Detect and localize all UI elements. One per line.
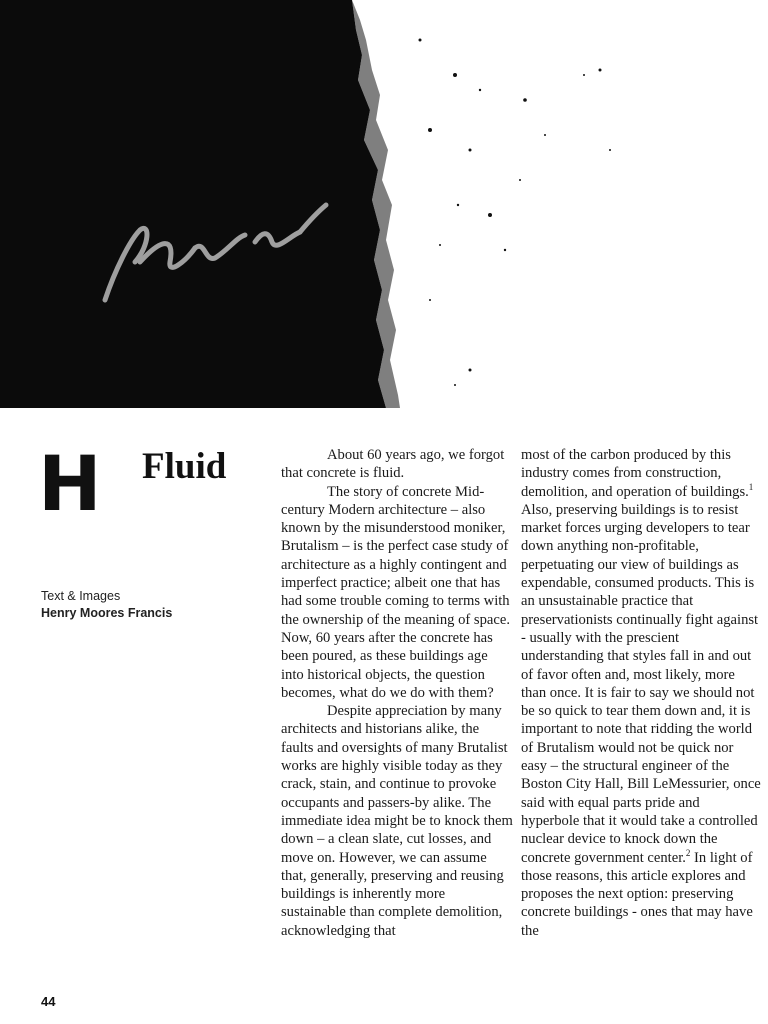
paragraph-text: Also, preserving buildings is to resist market forces urging developers to tear down anything non-profitable, perpetuating our view of buildings as expendable, consumed products. This is an unsustainable practice that preservationists continually fight against - usually with the prescient understanding that styles fall in and out of favor often and, most likely, more than once. It is fair to say we should not be so quick to tear them down and, it is important to note that ridding the world of Brutalism would not be quick nor easy – the structural engineer of the Boston City Hall, Bill LeMessurier, once said with equal parts pride and hyperbole that it would take a controlled nuclear device to knock down the concrete government center. — [521, 501, 761, 866]
body-column-2 — [521, 446, 761, 940]
footnote-marker: 1 — [748, 481, 754, 492]
body-column-1 — [281, 446, 513, 940]
credit-block — [41, 588, 172, 622]
paragraph: About 60 years ago, we forgot that concrete is fluid. — [281, 447, 505, 482]
paragraph: The story of concrete Mid-century Modern architecture – also known by the misunderstood moniker, Brutalism – is the perfect case study of architecture as a highly contingent and imperfect practice; albeit one that has had some trouble coming to terms with the ownership of the meaning of space. Now, 60 years after the concrete has been poured, as these buildings age into historical objects, the question becomes, what do we do with them? — [281, 483, 510, 701]
paragraph: Despite appreciation by many architects and historians alike, the faults and oversights of many Brutalist works are highly visible today as they crack, stain, and continue to provoke occupants and passers-by alike. The immediate idea might be to knock them down – a clean slate, cut losses, and move on. However, we can assume that, generally, preserving and reusing buildings is inherently more sustainable than complete demolition, acknowledging that — [281, 703, 513, 939]
paragraph-text: In light of those reasons, this article explores and proposes the next option: preserving concrete buildings - ones that may have the — [521, 849, 753, 939]
page-number: 44 — [41, 994, 56, 1009]
article-title: Fluid — [142, 446, 227, 487]
paragraph — [521, 446, 761, 940]
credit-role: Text & Images — [41, 589, 121, 603]
credit-author: Henry Moores Francis — [41, 606, 173, 620]
paragraph-text: most of the carbon produced by this industry comes from construction, demolition, and operation of buildings. — [521, 447, 749, 500]
footnote-marker: 2 — [685, 847, 691, 858]
concrete-texture-photo — [0, 0, 768, 408]
hero-image — [0, 0, 768, 408]
section-letter: H — [38, 439, 102, 528]
